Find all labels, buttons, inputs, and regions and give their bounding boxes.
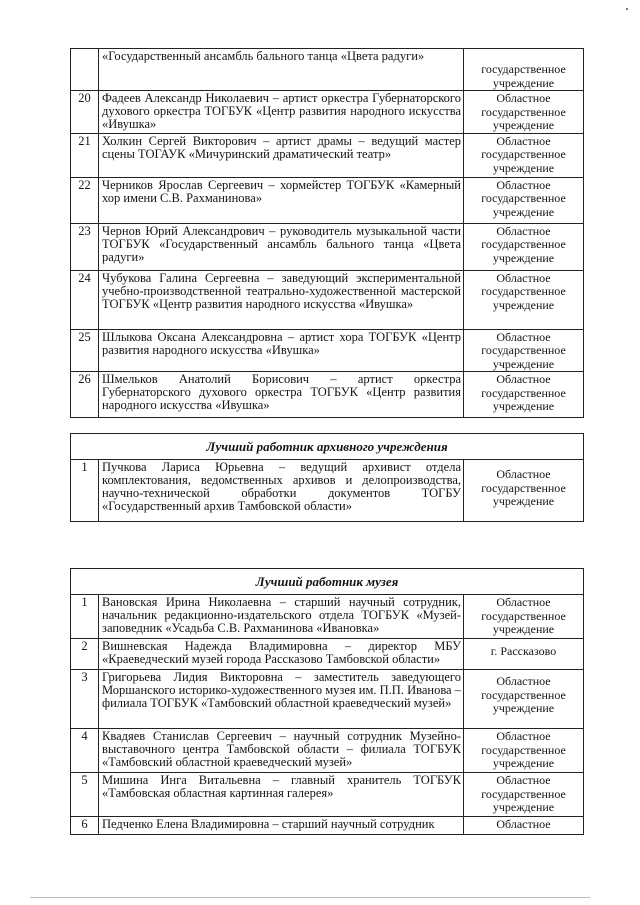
table-row — [71, 177, 584, 223]
nominee-description: Холкин Сергей Викторович – артист драмы – ведущий мастер сцены ТОГАУК «Мичуринский драматический театр» — [99, 133, 464, 177]
organization-type: г. Рассказово — [464, 639, 584, 670]
organization-type: Областное государственное учреждение — [464, 460, 584, 522]
scan-artifact — [30, 897, 590, 898]
nominee-description: Вановская Ирина Николаевна – старший научный сотрудник, начальник редакционно-издательского отдела ТОГБУК «Музей-заповедник «Усадьба С.В. Рахманинова «Ивановка» — [99, 595, 464, 639]
row-number: 6 — [71, 817, 99, 835]
museum-table — [70, 568, 584, 835]
nominee-description: Мишина Инга Витальевна – главный хранитель ТОГБУК «Тамбовская областная картинная галерея» — [99, 773, 464, 817]
row-number: 4 — [71, 729, 99, 773]
table-row — [71, 91, 584, 134]
nominee-description: «Государственный ансамбль бального танца «Цвета радуги» — [99, 49, 464, 91]
section-title: Лучший работник музея — [71, 569, 584, 595]
nominee-description: Черников Ярослав Сергеевич – хормейстер ТОГБУК «Камерный хор имени С.В. Рахманинова» — [99, 177, 464, 223]
row-number: 1 — [71, 460, 99, 522]
organization-type: Областное государственное учреждение — [464, 670, 584, 729]
table-row — [71, 133, 584, 177]
nominee-description: Пучкова Лариса Юрьевна – ведущий архивист отдела комплектования, ведомственных архивов и делопроизводства, научно-технической обработки документов ТОГБУ «Государственный архив Тамбовской области» — [99, 460, 464, 522]
scan-artifact — [626, 8, 628, 10]
row-number: 20 — [71, 91, 99, 134]
row-number — [71, 49, 99, 91]
row-number: 25 — [71, 329, 99, 372]
organization-type: Областное государственное учреждение — [464, 91, 584, 134]
table-row — [71, 460, 584, 522]
row-number: 22 — [71, 177, 99, 223]
organization-type: Областное государственное учреждение — [464, 133, 584, 177]
row-number: 26 — [71, 372, 99, 418]
nominee-description: Педченко Елена Владимировна – старший научный сотрудник — [99, 817, 464, 835]
table-row — [71, 372, 584, 418]
table-row — [71, 729, 584, 773]
nominee-description: Квадяев Станислав Сергеевич – научный сотрудник Музейно-выставочного центра Тамбовской области – филиала ТОГБУК «Тамбовский областной краеведческий музей» — [99, 729, 464, 773]
table-row — [71, 223, 584, 270]
section-title: Лучший работник архивного учреждения — [71, 434, 584, 460]
row-number: 2 — [71, 639, 99, 670]
row-number: 24 — [71, 270, 99, 329]
organization-type: Областное государственное учреждение — [464, 270, 584, 329]
table-row — [71, 670, 584, 729]
table-row — [71, 270, 584, 329]
organization-type: Областное государственное учреждение — [464, 223, 584, 270]
organization-type: Областное государственное учреждение — [464, 329, 584, 372]
row-number: 5 — [71, 773, 99, 817]
table-row — [71, 639, 584, 670]
nominee-description: Фадеев Александр Николаевич – артист оркестра Губернаторского духового оркестра ТОГБУК «Центр развития народного искусства «Ивушка» — [99, 91, 464, 134]
table-row — [71, 49, 584, 91]
nominee-description: Шмельков Анатолий Борисович – артист оркестра Губернаторского духового оркестра ТОГБУК «Центр развития народного искусства «Ивушка» — [99, 372, 464, 418]
row-number: 3 — [71, 670, 99, 729]
organization-type: Областное государственное учреждение — [464, 177, 584, 223]
organization-type: Областное государственное учреждение — [464, 729, 584, 773]
row-number: 23 — [71, 223, 99, 270]
nominee-description: Чернов Юрий Александрович – руководитель музыкальной части ТОГБУК «Государственный ансамбль бального танца «Цвета радуги» — [99, 223, 464, 270]
row-number: 1 — [71, 595, 99, 639]
organization-type: Областное государственное учреждение — [464, 372, 584, 418]
table-row — [71, 595, 584, 639]
organization-type: Областное — [464, 817, 584, 835]
nominee-description: Шлыкова Оксана Александровна – артист хора ТОГБУК «Центр развития народного искусства «Ивушка» — [99, 329, 464, 372]
organization-type: государственное учреждение — [464, 49, 584, 91]
row-number: 21 — [71, 133, 99, 177]
organization-type: Областное государственное учреждение — [464, 773, 584, 817]
nominee-description: Григорьева Лидия Викторовна – заместитель заведующего Моршанского историко-художественного музея им. П.П. Иванова – филиала ТОГБУК «Тамбовский областной краеведческий музей» — [99, 670, 464, 729]
section-header — [71, 434, 584, 460]
organization-type: Областное государственное учреждение — [464, 595, 584, 639]
archive-table — [70, 433, 584, 522]
artists-table — [70, 48, 584, 418]
nominee-description: Вишневская Надежда Владимировна – директор МБУ «Краеведческий музей города Рассказово Тамбовской области» — [99, 639, 464, 670]
section-header — [71, 569, 584, 595]
table-row — [71, 773, 584, 817]
table-row — [71, 817, 584, 835]
nominee-description: Чубукова Галина Сергеевна – заведующий экспериментальной учебно-производственной театрально-художественной мастерской ТОГБУК «Центр развития народного искусства «Ивушка» — [99, 270, 464, 329]
table-row — [71, 329, 584, 372]
